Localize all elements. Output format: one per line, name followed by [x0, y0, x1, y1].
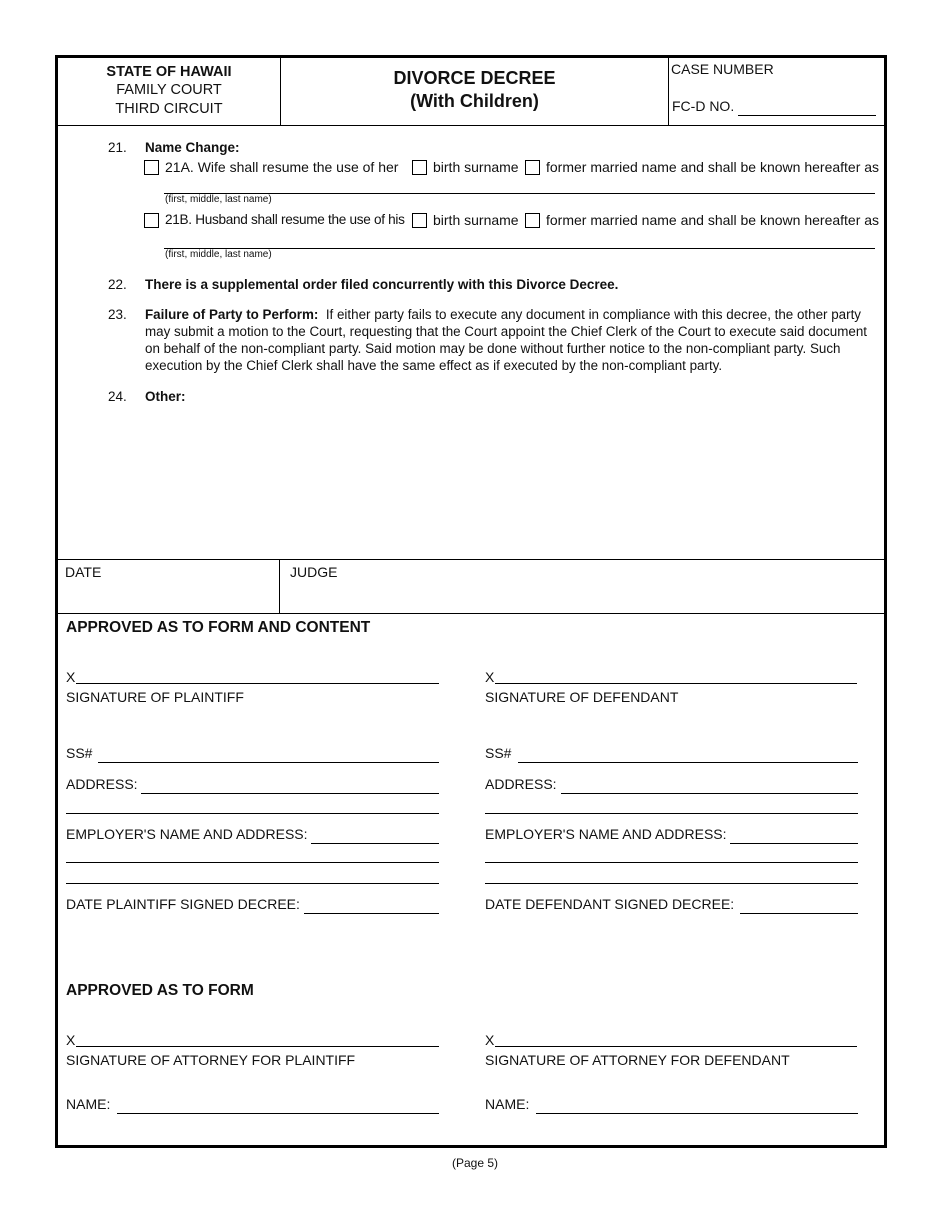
attorney-plaintiff-name-field[interactable]	[117, 1113, 439, 1114]
wife-birth-surname-label: birth surname	[433, 159, 519, 175]
signoff-bottom-rule	[57, 613, 886, 614]
plaintiff-sign-date-label: DATE PLAINTIFF SIGNED DECREE:	[66, 896, 300, 912]
wife-resume-checkbox[interactable]	[144, 160, 159, 175]
defendant-ss-field[interactable]	[518, 762, 858, 763]
wife-birth-surname-checkbox[interactable]	[412, 160, 427, 175]
item-22-number: 22.	[108, 277, 127, 292]
case-number-label: CASE NUMBER	[671, 61, 774, 77]
husband-resume-label: 21B. Husband shall resume the use of his	[165, 212, 405, 227]
item-23-text: If either party fails to execute any document in compliance with this decree, the other party may submit a motion to the Court, requesting that the Court appoint the Chief Clerk of the Court to execute said document on behalf of the non-compliant party. Said motion may be done without further notice to the non-compliant party. Such execution by the Chief Clerk shall have the same effect as if executed by the non-compliant party.	[145, 307, 867, 373]
husband-former-name-label: former married name and shall be known hereafter as	[546, 212, 880, 228]
item-22-text: There is a supplemental order filed concurrently with this Divorce Decree.	[145, 277, 619, 292]
signoff-divider	[279, 559, 280, 613]
state-label: STATE OF HAWAII	[106, 64, 232, 80]
plaintiff-signature-label: SIGNATURE OF PLAINTIFF	[66, 689, 244, 705]
attorney-defendant-name-label: NAME:	[485, 1096, 530, 1112]
defendant-signature-field[interactable]	[495, 683, 857, 684]
attorney-plaintiff-signature-label: SIGNATURE OF ATTORNEY FOR PLAINTIFF	[66, 1052, 356, 1068]
husband-resume-checkbox[interactable]	[144, 213, 159, 228]
attorney-plaintiff-name-label: NAME:	[66, 1096, 111, 1112]
item-21-number: 21.	[108, 140, 127, 155]
item-23-paragraph	[145, 306, 871, 374]
attorney-plaintiff-x-mark: X	[66, 1032, 76, 1048]
item-23-number: 23.	[108, 307, 127, 322]
defendant-x-mark: X	[485, 669, 495, 685]
plaintiff-employer-label: EMPLOYER'S NAME AND ADDRESS:	[66, 826, 308, 842]
plaintiff-signature-field[interactable]	[76, 683, 439, 684]
plaintiff-employer-field-3[interactable]	[66, 883, 439, 884]
attorney-defendant-signature-label: SIGNATURE OF ATTORNEY FOR DEFENDANT	[485, 1052, 790, 1068]
item-24-title: Other:	[145, 389, 186, 404]
attorney-defendant-x-mark: X	[485, 1032, 495, 1048]
item-23-title: Failure of Party to Perform:	[145, 307, 319, 322]
defendant-address-label: ADDRESS:	[485, 776, 557, 792]
defendant-sign-date-label: DATE DEFENDANT SIGNED DECREE:	[485, 896, 735, 912]
wife-former-name-checkbox[interactable]	[525, 160, 540, 175]
attorney-defendant-signature-field[interactable]	[495, 1046, 857, 1047]
husband-birth-surname-label: birth surname	[433, 212, 519, 228]
page-number: (Page 5)	[451, 1156, 499, 1170]
plaintiff-sign-date-field[interactable]	[304, 913, 439, 914]
husband-birth-surname-checkbox[interactable]	[412, 213, 427, 228]
plaintiff-ss-label: SS#	[66, 745, 93, 761]
defendant-address-field-2[interactable]	[485, 813, 858, 814]
defendant-employer-field-2[interactable]	[485, 862, 858, 863]
attorney-plaintiff-signature-field[interactable]	[76, 1046, 439, 1047]
plaintiff-employer-field[interactable]	[311, 843, 439, 844]
plaintiff-ss-field[interactable]	[98, 762, 439, 763]
item-21-title: Name Change:	[145, 140, 240, 155]
item-24-number: 24.	[108, 389, 127, 404]
defendant-employer-field[interactable]	[730, 843, 858, 844]
wife-resume-label: 21A. Wife shall resume the use of her	[165, 159, 399, 175]
defendant-signature-label: SIGNATURE OF DEFENDANT	[485, 689, 679, 705]
plaintiff-address-field-2[interactable]	[66, 813, 439, 814]
approved-content-heading: APPROVED AS TO FORM AND CONTENT	[66, 619, 371, 636]
date-label: DATE	[65, 564, 102, 580]
defendant-address-field[interactable]	[561, 793, 858, 794]
wife-former-name-label: former married name and shall be known hereafter as	[546, 159, 880, 175]
circuit-label: THIRD CIRCUIT	[115, 101, 223, 117]
defendant-sign-date-field[interactable]	[740, 913, 858, 914]
approved-form-heading: APPROVED AS TO FORM	[66, 982, 254, 999]
husband-former-name-checkbox[interactable]	[525, 213, 540, 228]
plaintiff-employer-field-2[interactable]	[66, 862, 439, 863]
defendant-employer-label: EMPLOYER'S NAME AND ADDRESS:	[485, 826, 727, 842]
fcd-number-field[interactable]	[738, 115, 876, 116]
other-provisions-area[interactable]	[145, 408, 871, 548]
plaintiff-address-label: ADDRESS:	[66, 776, 138, 792]
court-label: FAMILY COURT	[116, 82, 222, 98]
defendant-employer-field-3[interactable]	[485, 883, 858, 884]
attorney-defendant-name-field[interactable]	[536, 1113, 858, 1114]
husband-name-hint: (first, middle, last name)	[165, 249, 272, 260]
fcd-number-label: FC-D NO.	[672, 98, 735, 114]
plaintiff-x-mark: X	[66, 669, 76, 685]
header-divider-right	[668, 57, 669, 125]
document-subtitle: (With Children)	[410, 91, 539, 111]
signoff-top-rule	[57, 559, 886, 560]
wife-name-hint: (first, middle, last name)	[165, 194, 272, 205]
document-title: DIVORCE DECREE	[393, 68, 556, 88]
plaintiff-address-field[interactable]	[141, 793, 439, 794]
defendant-ss-label: SS#	[485, 745, 512, 761]
judge-label: JUDGE	[290, 564, 338, 580]
header-bottom-rule	[57, 125, 886, 126]
